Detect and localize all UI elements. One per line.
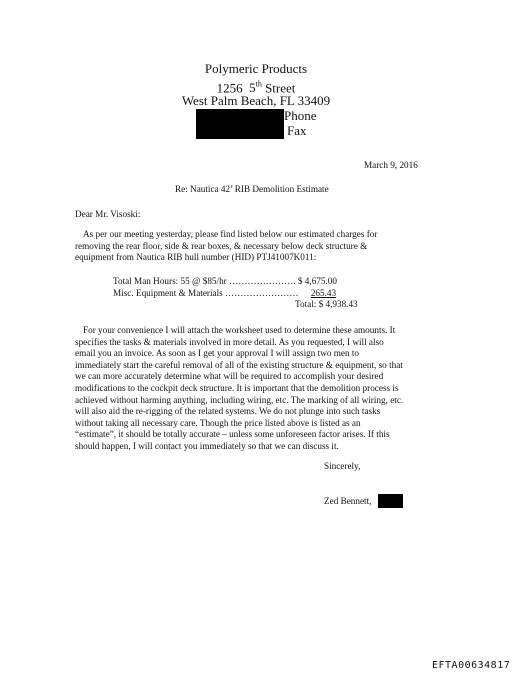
misc-equipment-label: Misc. Equipment & Materials ……………………: [113, 288, 299, 298]
street-name: Street: [265, 80, 296, 96]
paragraph-line: For your convenience I will attach the worksheet used to determine these amounts. It: [83, 325, 396, 335]
paragraph-line: “estimate”, it should be totally accurate – unless some unforeseen factor arises. If this: [75, 429, 390, 440]
paragraph-line: will also aid the re-rigging of the related systems. We do not plunge into such tasks: [75, 406, 381, 417]
phone-label: Phone: [284, 108, 317, 123]
bates-number: EFTA00634817: [432, 660, 511, 671]
fax-label: Fax: [287, 123, 307, 138]
paragraph-line: equipment from Nautica RIB hull number (HID) PTJ41007K011:: [75, 252, 317, 263]
paragraph-line: should happen, I will contact you immediately so that we can discuss it.: [75, 440, 339, 451]
paragraph-line: modifications to the cockpit deck structure. It is important that the demolition process is: [75, 382, 399, 393]
paragraph-line: specifies the tasks & materials involved in more detail. As you requested, I will also: [75, 336, 384, 347]
subject-line: Re: Nautica 42’ RIB Demolition Estimate: [175, 184, 329, 194]
paragraph-line: email you an invoice. As soon as I get your approval I will assign two men to: [75, 348, 359, 359]
paragraph-line: we can more accurately determine what will be required to accomplish your desired: [75, 371, 384, 382]
street-number: 1256: [216, 80, 243, 96]
paragraph-line: achieved without harming anything, including wiring, etc. The marking of all wiring, etc.: [75, 394, 404, 405]
paragraph-2: [75, 325, 440, 453]
paragraph-line: removing the rear floor, side & rear boxes, & necessary below deck structure &: [75, 240, 368, 251]
paragraph-line: As per our meeting yesterday, please find listed below our estimated charges for: [83, 229, 378, 239]
paragraph-line: immediately start the careful removal of all of the existing structure & equipment, so that: [75, 359, 403, 370]
signature-name: Zed Bennett,: [324, 496, 372, 506]
letter-date: March 9, 2016: [364, 160, 418, 170]
city-line: West Palm Beach, FL 33409: [181, 93, 331, 108]
misc-equipment-line: [113, 288, 336, 300]
paragraph-line: without taking all necessary care. Though the price listed above is listed as an: [75, 417, 361, 428]
salutation: Dear Mr. Visoski:: [75, 209, 141, 219]
closing: Sincerely,: [324, 461, 361, 471]
company-name: Polymeric Products: [204, 61, 308, 76]
paragraph-1: [75, 229, 435, 264]
man-hours-line: Total Man Hours: 55 @ $85/hr …………………. $ 4,675.00: [113, 276, 337, 286]
total-line: Total: $ 4,938.43: [295, 299, 358, 309]
street-ordinal: 5th: [249, 80, 262, 96]
redaction-block: [196, 109, 284, 139]
signature-redaction: [378, 494, 403, 508]
misc-equipment-amount: 265.43: [310, 288, 337, 298]
